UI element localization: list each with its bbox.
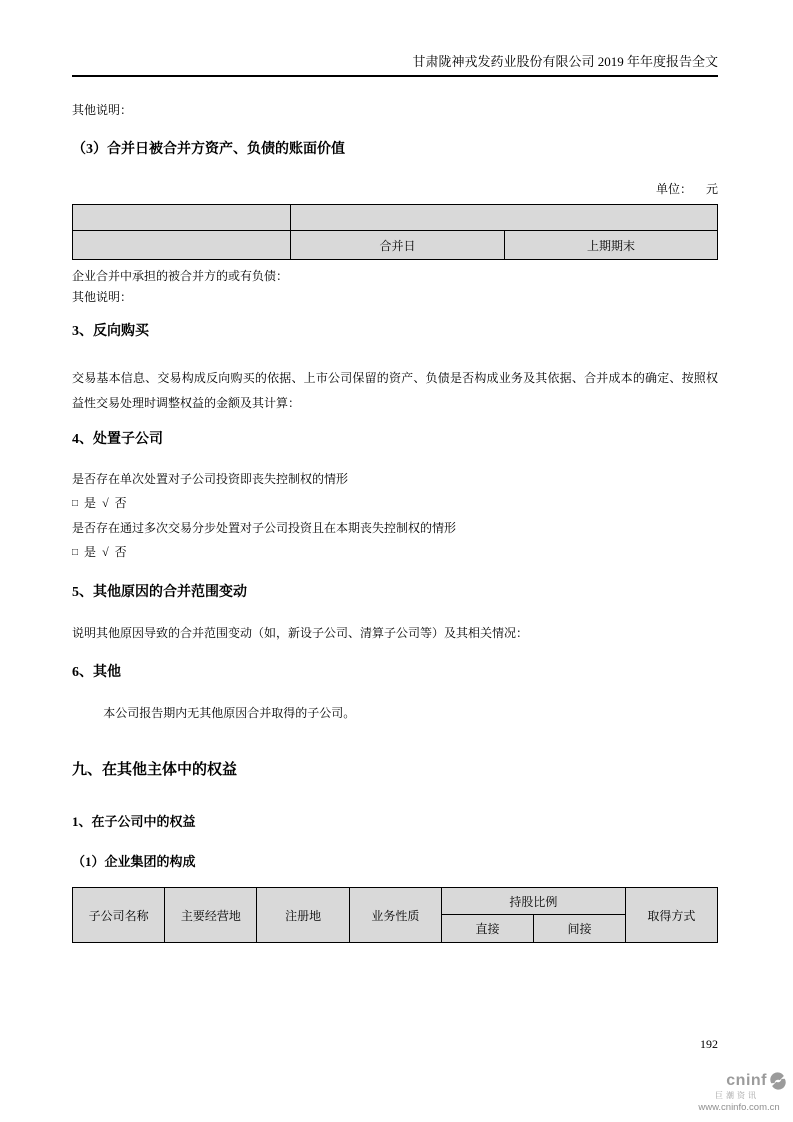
section-5-heading: 5、其他原因的合并范围变动 — [72, 585, 247, 600]
section-3-paragraph: 交易基本信息、交易构成反向购买的依据、上市公司保留的资产、负债是否构成业务及其依据、合并成本的确定、按照权益性交易处理时调整权益的金额及其计算： — [72, 371, 718, 410]
page-number: 192 — [700, 1037, 718, 1051]
contingent-liability-note: 企业合并中承担的被合并方的或有负债： — [72, 269, 289, 283]
section-6-heading: 6、其他 — [72, 665, 121, 680]
checkmark-icon: √ — [102, 496, 109, 510]
col-header-registered-place: 注册地 — [257, 888, 349, 943]
col-header-acquisition-method: 取得方式 — [625, 888, 717, 943]
subsidiary-structure-table — [72, 887, 718, 943]
cninfo-url: www.cninfo.com.cn — [698, 1102, 780, 1113]
single-disposal-answer — [72, 495, 718, 513]
cninfo-logo — [689, 1072, 789, 1113]
section-3-heading: 3、反向购买 — [72, 324, 149, 339]
no-label: 否 — [114, 496, 127, 510]
col-header-shareholding-ratio: 持股比例 — [441, 888, 625, 915]
unit-line — [72, 181, 718, 198]
merge-table-corner-cell — [73, 205, 291, 231]
merge-table-row-label-cell — [73, 231, 291, 260]
table1-notes — [72, 266, 718, 308]
other-note-top: 其他说明： — [72, 103, 133, 117]
section-9-1-1-heading: （1）企业集团的构成 — [72, 854, 196, 869]
merge-table-top-span-cell — [291, 205, 718, 231]
col-header-subsidiary-name: 子公司名称 — [73, 888, 165, 943]
unit-value: 元 — [705, 182, 718, 196]
section-9-1-heading: 1、在子公司中的权益 — [72, 814, 196, 829]
other-note-below-table: 其他说明： — [72, 290, 133, 304]
col-header-main-place: 主要经营地 — [165, 888, 257, 943]
no-label: 否 — [114, 545, 127, 559]
yes-label: 是 — [84, 545, 97, 559]
cninfo-brand-row — [689, 1072, 789, 1090]
col-header-business-nature: 业务性质 — [349, 888, 441, 943]
section-4-heading: 4、处置子公司 — [72, 432, 163, 447]
checkbox-unchecked-icon: □ — [72, 547, 79, 558]
merge-table-combine-date-header: 合并日 — [291, 231, 505, 260]
stepwise-disposal-question: 是否存在通过多次交易分步处置对子公司投资且在本期丧失控制权的情形 — [72, 521, 457, 535]
report-header — [72, 0, 718, 77]
checkmark-icon: √ — [102, 545, 109, 559]
cninfo-brand-text: cninf — [726, 1072, 767, 1089]
section-6-paragraph: 本公司报告期内无其他原因合并取得的子公司。 — [103, 706, 356, 720]
unit-label: 单位： — [655, 182, 692, 196]
col-header-direct: 直接 — [441, 915, 533, 943]
section-3-3-heading: （3）合并日被合并方资产、负债的账面价值 — [72, 142, 345, 157]
stepwise-disposal-answer — [72, 544, 718, 562]
merge-table-prior-period-header: 上期期末 — [505, 231, 718, 260]
cninfo-brand-chinese: 巨潮资讯 — [715, 1091, 759, 1100]
checkbox-unchecked-icon: □ — [72, 498, 79, 509]
col-header-indirect: 间接 — [534, 915, 626, 943]
section-5-paragraph: 说明其他原因导致的合并范围变动（如，新设子公司、清算子公司等）及其相关情况： — [72, 626, 529, 640]
merge-date-table — [72, 204, 718, 260]
section-9-heading: 九、在其他主体中的权益 — [72, 762, 238, 778]
yes-label: 是 — [84, 496, 97, 510]
single-disposal-question: 是否存在单次处置对子公司投资即丧失控制权的情形 — [72, 472, 349, 486]
report-header-title: 甘肃陇神戎发药业股份有限公司 2019 年年度报告全文 — [412, 54, 718, 69]
cninfo-swirl-icon — [769, 1072, 787, 1090]
